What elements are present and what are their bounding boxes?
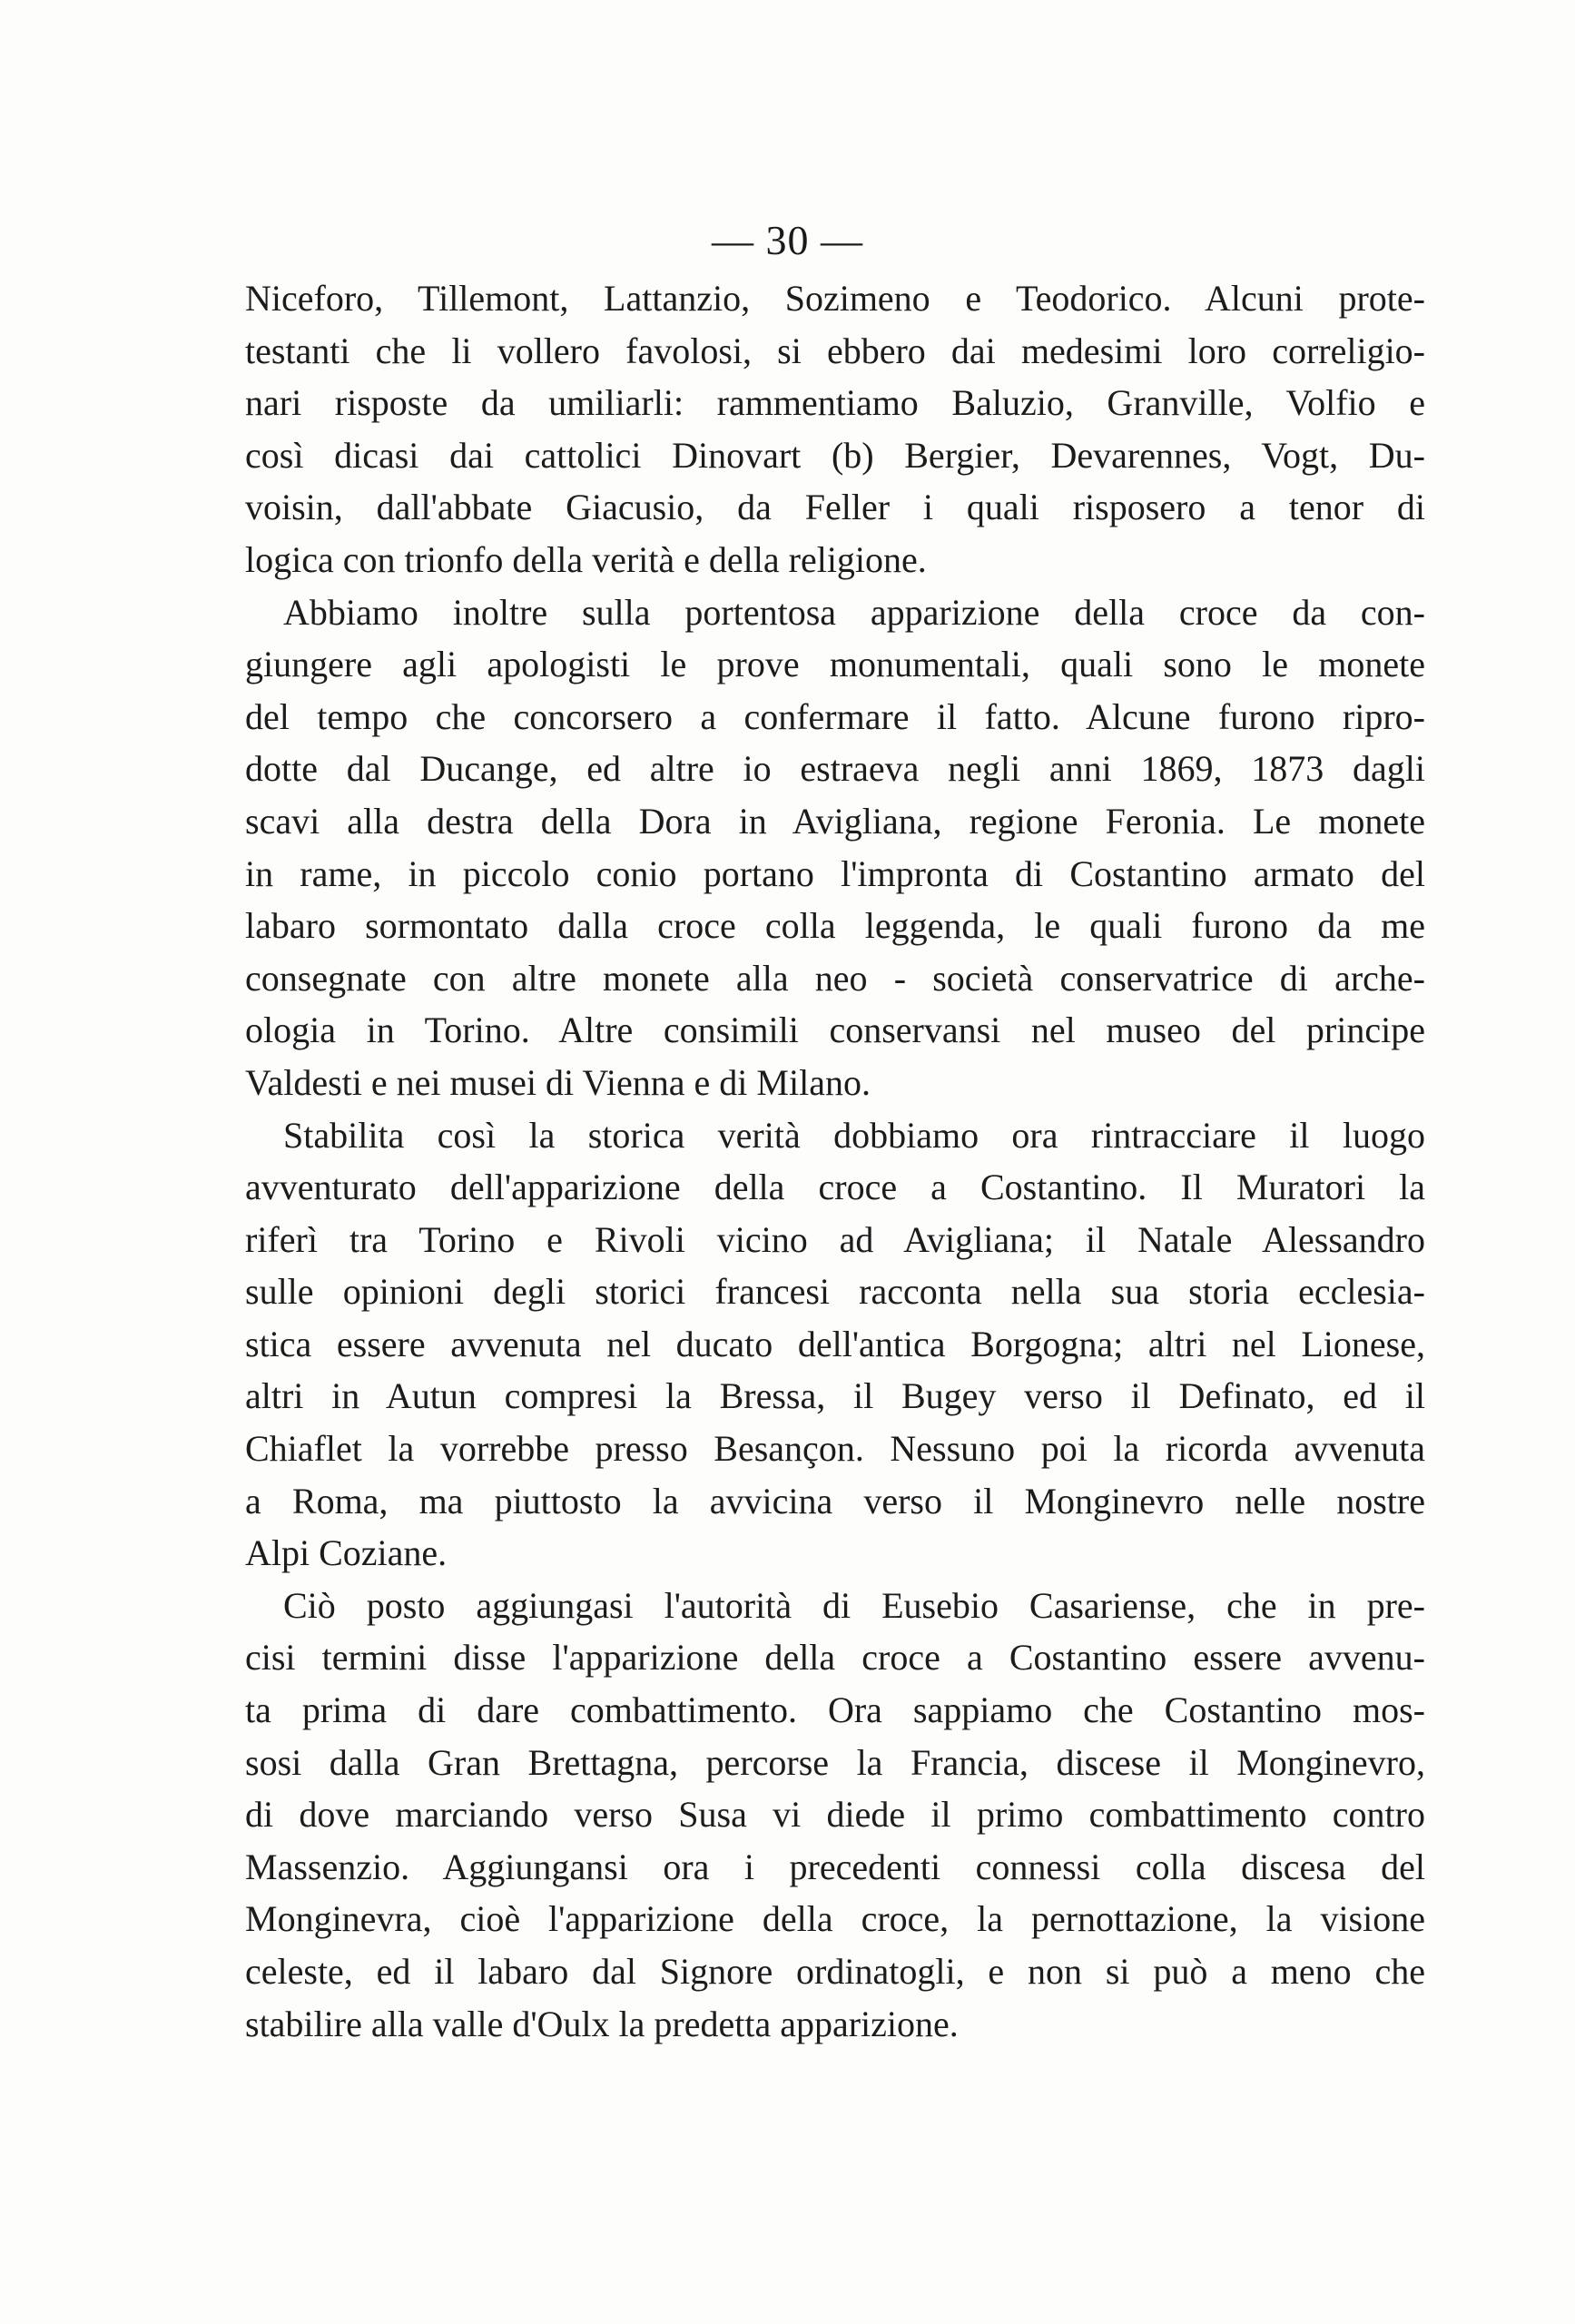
- paragraph: [245, 1580, 1425, 2050]
- text-line: altri in Autun compresi la Bressa, il Bugey verso il Definato, ed il: [245, 1375, 1425, 1417]
- text-line: nari risposte da umiliarli: rammentiamo Baluzio, Granville, Volfio e: [245, 382, 1425, 424]
- paragraph: [245, 586, 1425, 1109]
- text-line: dotte dal Ducange, ed altre io estraeva negli anni 1869, 1873 dagli: [245, 748, 1425, 790]
- text-line: Chiaflet la vorrebbe presso Besançon. Nessuno poi la ricorda avvenuta: [245, 1428, 1425, 1470]
- text-line: Monginevra, cioè l'apparizione della croce, la pernottazione, la visione: [245, 1898, 1425, 1940]
- text-line: scavi alla destra della Dora in Avigliana, regione Feronia. Le monete: [245, 800, 1425, 842]
- text-line: ologia in Torino. Altre consimili conservansi nel museo del principe: [245, 1009, 1425, 1051]
- text-line: Niceforo, Tillemont, Lattanzio, Sozimeno e Teodorico. Alcuni prote-: [245, 278, 1425, 319]
- text-line: Abbiamo inoltre sulla portentosa apparizione della croce da con-: [283, 591, 1425, 633]
- text-line: voisin, dall'abbate Giacusio, da Feller i quali risposero a tenor di: [245, 487, 1425, 528]
- text-line: stabilire alla valle d'Oulx la predetta apparizione.: [245, 2003, 959, 2044]
- text-line: Alpi Coziane.: [245, 1532, 448, 1574]
- text-line: Valdesti e nei musei di Vienna e di Milano.: [245, 1061, 871, 1103]
- paragraph: [245, 1109, 1425, 1580]
- text-line: logica con trionfo della verità e della religione.: [245, 538, 927, 580]
- body-text: [245, 272, 1425, 2050]
- paragraph: [245, 272, 1425, 586]
- text-line: Stabilita così la storica verità dobbiamo ora rintracciare il luogo: [283, 1114, 1425, 1156]
- text-line: del tempo che concorsero a confermare il fatto. Alcune furono ripro-: [245, 695, 1425, 737]
- text-line: consegnate con altre monete alla neo - società conservatrice di arche-: [245, 957, 1425, 999]
- text-line: di dove marciando verso Susa vi diede il primo combattimento contro: [245, 1794, 1425, 1836]
- text-line: testanti che li vollero favolosi, si ebbero dai medesimi loro correligio-: [245, 330, 1425, 371]
- text-line: celeste, ed il labaro dal Signore ordinatogli, e non si può a meno che: [245, 1951, 1425, 1992]
- text-line: riferì tra Torino e Rivoli vicino ad Avigliana; il Natale Alessandro: [245, 1218, 1425, 1260]
- text-line: Massenzio. Aggiungansi ora i precedenti connessi colla discesa del: [245, 1846, 1425, 1887]
- text-line: ta prima di dare combattimento. Ora sappiamo che Costantino mos-: [245, 1689, 1425, 1731]
- text-line: stica essere avvenuta nel ducato dell'antica Borgogna; altri nel Lionese,: [245, 1323, 1425, 1364]
- page-number: — 30 —: [712, 217, 863, 263]
- text-line: sosi dalla Gran Brettagna, percorse la Francia, discese il Monginevro,: [245, 1741, 1425, 1783]
- text-line: a Roma, ma piuttosto la avvicina verso il Monginevro nelle nostre: [245, 1480, 1425, 1521]
- text-line: Ciò posto aggiungasi l'autorità di Eusebio Casariense, che in pre-: [283, 1584, 1425, 1626]
- text-line: sulle opinioni degli storici francesi racconta nella sua storia ecclesia-: [245, 1271, 1425, 1313]
- text-line: così dicasi dai cattolici Dinovart (b) Bergier, Devarennes, Vogt, Du-: [245, 434, 1425, 476]
- text-line: cisi termini disse l'apparizione della croce a Costantino essere avvenu-: [245, 1637, 1425, 1679]
- text-line: giungere agli apologisti le prove monumentali, quali sono le monete: [245, 644, 1425, 685]
- text-line: in rame, in piccolo conio portano l'impronta di Costantino armato del: [245, 852, 1425, 894]
- text-line: avventurato dell'apparizione della croce a Costantino. Il Muratori la: [245, 1167, 1425, 1208]
- text-line: labaro sormontato dalla croce colla leggenda, le quali furono da me: [245, 905, 1425, 947]
